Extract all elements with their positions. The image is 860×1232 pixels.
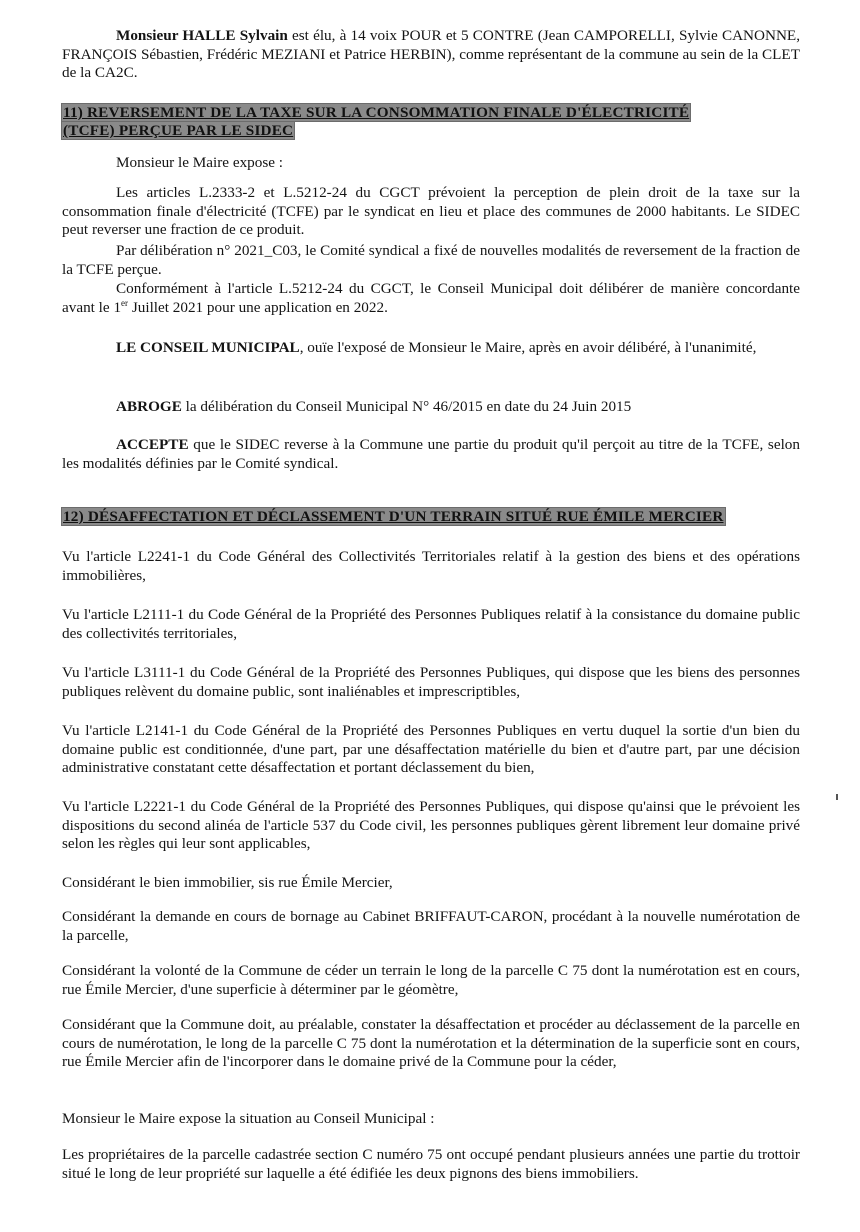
tcfe-articles-paragraph: Les articles L.2333-2 et L.5212-24 du CGCT prévoient la perception de plein droit de la taxe sur la consommation finale d'électricité (TCFE) par le syndicat en lieu et place des communes de 2000 habitants. Le SIDEC peut reverser une fraction de ce produit. [62, 184, 800, 239]
section-12-heading [62, 508, 802, 526]
margin-mark [836, 794, 838, 800]
abroge-label: ABROGE [116, 398, 182, 415]
considerant-paragraph-3: Considérant la volonté de la Commune de céder un terrain le long de la parcelle C 75 dont la numérotation est en cours, rue Émile Mercier, d'une superficie à déterminer par le géomètre, [62, 962, 800, 998]
considerant-paragraph-2: Considérant la demande en cours de bornage au Cabinet BRIFFAUT-CARON, procédant à la nouvelle numérotation de la parcelle, [62, 908, 800, 944]
conformement-paragraph [62, 280, 800, 317]
accepte-text: que le SIDEC reverse à la Commune une partie du produit qu'il perçoit au titre de la TCFE, selon les modalités définies par le Comité syndical. [62, 436, 800, 472]
ordinal-superscript: er [121, 297, 129, 308]
section-11-heading [62, 104, 802, 141]
vu-paragraph-1: Vu l'article L2241-1 du Code Général des Collectivités Territoriales relatif à la gestion des biens et des opérations immobilières, [62, 548, 800, 584]
abroge-text: la délibération du Conseil Municipal N° 46/2015 en date du 24 Juin 2015 [181, 398, 632, 415]
vu-paragraph-2: Vu l'article L2111-1 du Code Général de la Propriété des Personnes Publiques relatif à la consistance du domaine public des collectivités territoriales, [62, 606, 800, 642]
vu-paragraph-5: Vu l'article L2221-1 du Code Général de la Propriété des Personnes Publiques, qui dispose qu'ainsi que le prévoient les dispositions du second alinéa de l'article 537 du Code civil, les personnes publiques gèrent librement leur domaine privé selon les règles qui leur sont applicables, [62, 798, 800, 853]
conseil-label: LE CONSEIL MUNICIPAL [116, 339, 300, 356]
accepte-label: ACCEPTE [116, 436, 189, 453]
elected-name: Monsieur HALLE Sylvain [116, 27, 288, 44]
vu-paragraph-3: Vu l'article L3111-1 du Code Général de la Propriété des Personnes Publiques, qui dispose que les biens des personnes publiques relèvent du domaine public, sont inaliénables et imprescriptibles, [62, 664, 800, 700]
election-text: est élu, à 14 voix POUR et 5 CONTRE (Jean CAMPORELLI, Sylvie CANONNE, FRANÇOIS Sébastien, Frédéric MEZIANI et Patrice HERBIN), comme représentant de la commune au sein de la CLET de la CA2C. [62, 27, 800, 82]
conseil-text: , ouïe l'exposé de Monsieur le Maire, après en avoir délibéré, à l'unanimité, [299, 339, 757, 356]
conformement-text: Conformément à l'article L.5212-24 du CGCT, le Conseil Municipal doit délibérer de manière concordante avant le 1 [62, 280, 800, 316]
section-12-heading-text: 12) DÉSAFFECTATION ET DÉCLASSEMENT D'UN TERRAIN SITUÉ RUE ÉMILE MERCIER [63, 508, 724, 525]
maire-expose-12: Monsieur le Maire expose la situation au Conseil Municipal : [62, 1110, 435, 1127]
deliberation-paragraph: Par délibération n° 2021_C03, le Comité syndical a fixé de nouvelles modalités de reversement de la fraction de la TCFE perçue. [62, 242, 800, 278]
maire-expose-11: Monsieur le Maire expose : [116, 154, 284, 171]
section-11-heading-line1: 11) REVERSEMENT DE LA TAXE SUR LA CONSOMMATION FINALE D'ÉLECTRICITÉ [63, 104, 690, 121]
election-paragraph [62, 27, 800, 83]
accepte-paragraph [62, 436, 800, 473]
section-11-heading-line2: (TCFE) PERÇUE PAR LE SIDEC [63, 122, 294, 140]
considerant-paragraph-4: Considérant que la Commune doit, au préalable, constater la désaffectation et procéder au déclassement de la parcelle en cours de numérotation, le long de la parcelle C 75 dont la numérotation et la détermination de la superficie sont en cours, rue Émile Mercier afin de l'incorporer dans le domaine privé de la Commune pour la céder, [62, 1016, 800, 1071]
vu-paragraph-4: Vu l'article L2141-1 du Code Général de la Propriété des Personnes Publiques en vertu duquel la sortie d'un bien du domaine public est conditionnée, d'une part, par une désaffectation matérielle du bien et d'autre part, par une décision administrative constatant cette désaffectation et portant déclassement du bien, [62, 722, 800, 777]
final-paragraph: Les propriétaires de la parcelle cadastrée section C numéro 75 ont occupé pendant plusieurs années une partie du trottoir situé le long de leur propriété sur laquelle a été édifiée les deux pignons des biens immobiliers. [62, 1146, 800, 1182]
abroge-paragraph [62, 398, 800, 417]
conseil-paragraph [62, 339, 800, 358]
conformement-date-text: Juillet 2021 pour une application en 2022. [128, 298, 388, 316]
considerant-paragraph-1: Considérant le bien immobilier, sis rue Émile Mercier, [62, 874, 393, 891]
